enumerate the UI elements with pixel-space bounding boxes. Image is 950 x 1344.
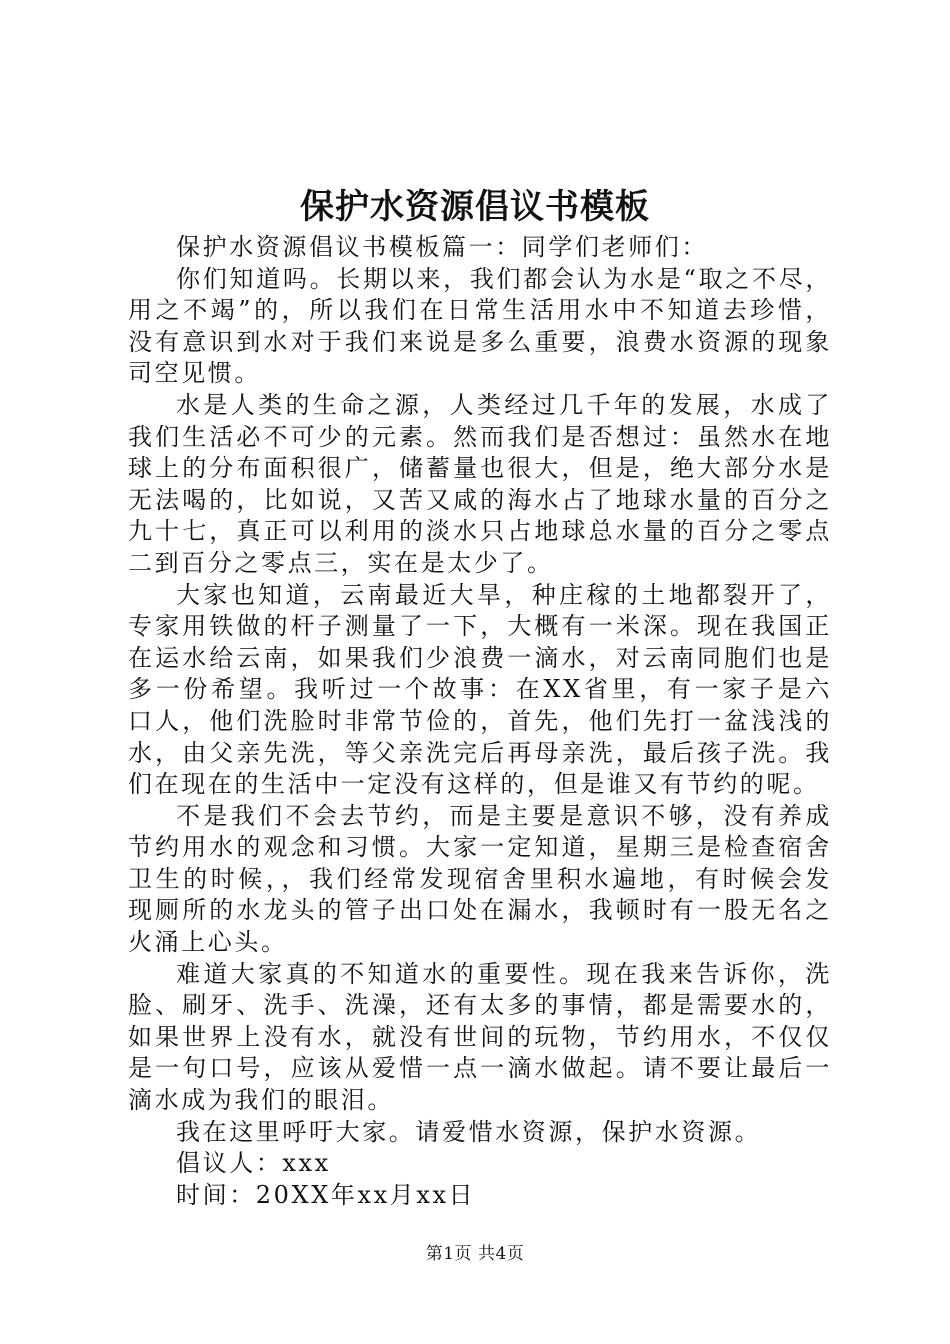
paragraph-appeal: 我在这里呼吁大家。请爱惜水资源，保护水资源。 — [176, 1117, 762, 1146]
paragraph-awareness: 不是我们不会去节约，而是主要是意识不够，没有养成节约用水的观念和习惯。大家一定知道，星期三是检查宿舍卫生的时候，，我们经常发现宿舍里积水遍地，有时候会发现厕所的水龙头的管子出口处在漏水，我顿时有一股无名之火涌上心头。 — [128, 801, 832, 957]
paragraph-initiator: 倡议人：xxx — [176, 1149, 331, 1178]
document-body — [128, 232, 832, 1211]
page-number-footer: 第1页 共4页 — [425, 1244, 525, 1264]
paragraph-yunnan-drought: 大家也知道，云南最近大旱，种庄稼的土地都裂开了，专家用铁做的杆子测量了一下，大概有一米深。现在我国正在运水给云南，如果我们少浪费一滴水，对云南同胞们也是多一份希望。我听过一个故事：在XX省里，有一家子是六口人，他们洗脸时非常节俭的，首先，他们先打一盆浅浅的水，由父亲先洗，等父亲洗完后再母亲洗，最后孩子洗。我们在现在的生活中一定没有这样的，但是谁又有节约的呢。 — [128, 580, 832, 799]
paragraph-intro: 你们知道吗。长期以来，我们都会认为水是“取之不尽，用之不竭”的，所以我们在日常生活用水中不知道去珍惜，没有意识到水对于我们来说是多么重要，浪费水资源的现象司空见惯。 — [128, 264, 832, 388]
paragraph-importance: 难道大家真的不知道水的重要性。现在我来告诉你，洗脸、刷牙、洗手、洗澡，还有太多的事情，都是需要水的，如果世界上没有水，就没有世间的玩物，节约用水，不仅仅是一句口号，应该从爱惜一点一滴水做起。请不要让最后一滴水成为我们的眼泪。 — [128, 959, 832, 1115]
document-title: 保护水资源倡议书模板 — [300, 187, 650, 227]
paragraph-date: 时间：20XX年xx月xx日 — [176, 1180, 476, 1209]
paragraph-greeting: 保护水资源倡议书模板篇一：同学们老师们： — [176, 233, 708, 261]
paragraph-water-source: 水是人类的生命之源，人类经过几千年的发展，水成了我们生活必不可少的元素。然而我们是否想过：虽然水在地球上的分布面积很广，储蓄量也很大，但是，绝大部分水是无法喝的，比如说，又苦又咸的海水占了地球水量的百分之九十七，真正可以利用的淡水只占地球总水量的百分之零点二到百分之零点三，实在是太少了。 — [128, 390, 832, 577]
